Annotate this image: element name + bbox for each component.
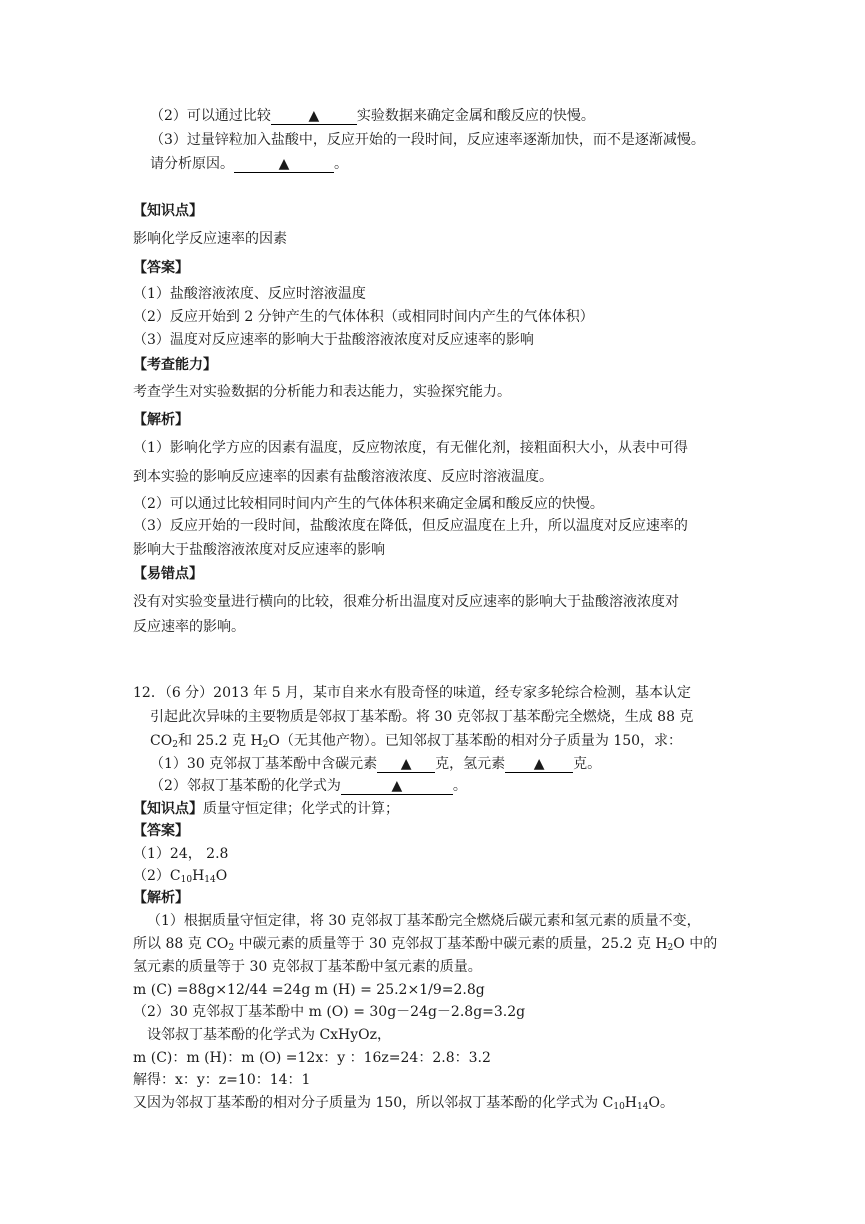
text: 和 25.2 克 H bbox=[177, 733, 263, 749]
heading-knowledge-point: 【知识点】 bbox=[133, 203, 203, 219]
answer-2: （2）反应开始到 2 分钟产生的气体体积（或相同时间内产生的气体体积） bbox=[133, 309, 594, 325]
analysis-2: （2）可以通过比较相同时间内产生的气体体积来确定金属和酸反应的快慢。 bbox=[133, 496, 604, 512]
text: CO bbox=[150, 733, 173, 749]
heading-analysis: 【解析】 bbox=[133, 412, 189, 428]
subscript: 2 bbox=[262, 740, 269, 750]
text: 又因为邻叔丁基苯酚的相对分子质量为 150，所以邻叔丁基苯酚的化学式为 C bbox=[133, 1095, 614, 1111]
text: （2）C bbox=[133, 868, 181, 884]
answer-blank: ▲ bbox=[234, 156, 334, 173]
question-12-stem: 12．（6 分）2013 年 5 月，某市自来水有股奇怪的味道，经专家多轮综合检测，基本认定 bbox=[133, 685, 692, 701]
heading-ability: 【考查能力】 bbox=[133, 357, 217, 373]
analysis-12-4: m (C) =88g×12/44 =24g m (H) = 25.2×1/9=2.8g bbox=[133, 982, 485, 998]
question-12-stem-cont: 引起此次异味的主要物质是邻叔丁基苯酚。将 30 克邻叔丁基苯酚完全燃烧，生成 88 克 bbox=[150, 709, 694, 725]
answer-blank: ▲ bbox=[505, 756, 573, 773]
subscript: 10 bbox=[180, 875, 193, 885]
analysis-12-5: （2）30 克邻叔丁基苯酚中 m (O) = 30g－24g－2.8g=3.2g bbox=[133, 1004, 526, 1020]
analysis-12-3: 氢元素的质量等于 30 克邻叔丁基苯酚中氢元素的质量。 bbox=[133, 959, 482, 975]
analysis-12-7: m (C)：m (H)：m (O) =12x：y ：16z=24：2.8：3.2 bbox=[133, 1050, 491, 1066]
answer-blank: ▲ bbox=[271, 108, 357, 125]
text: 实验数据来确定金属和酸反应的快慢。 bbox=[356, 108, 595, 124]
analysis-3: （3）反应开始的一段时间，盐酸浓度在降低，但反应温度在上升，所以温度对反应速率的 bbox=[133, 518, 688, 534]
analysis-12-9 bbox=[133, 1093, 674, 1113]
text: 。 bbox=[452, 778, 467, 794]
subscript: 14 bbox=[637, 1102, 649, 1112]
analysis-12-1: （1）根据质量守恒定律，将 30 克邻叔丁基苯酚完全燃烧后碳元素和氢元素的质量不变， bbox=[147, 913, 701, 929]
text: 克。 bbox=[573, 756, 602, 772]
question-12-part-2 bbox=[150, 776, 467, 796]
analysis-12-6: 设邻叔丁基苯酚的化学式为 CxHyOz， bbox=[147, 1027, 392, 1043]
mistake-text: 没有对实验变量进行横向的比较，很难分析出温度对反应速率的影响大于盐酸溶液浓度对 bbox=[133, 594, 679, 610]
text: （2）可以通过比较 bbox=[150, 108, 271, 124]
subscript: 2 bbox=[228, 943, 235, 953]
analysis-1: （1）影响化学方应的因素有温度，反应物浓度，有无催化剂，接粗面积大小，从表中可得 bbox=[133, 440, 688, 456]
ability-text: 考查学生对实验数据的分析能力和表达能力，实验探究能力。 bbox=[133, 384, 511, 400]
answer-12-2 bbox=[133, 866, 227, 886]
text: 克，氢元素 bbox=[435, 756, 506, 772]
text: 请分析原因。 bbox=[150, 156, 234, 172]
answer-1: （1）盐酸溶液浓度、反应时溶液温度 bbox=[133, 286, 366, 302]
subscript: 10 bbox=[613, 1102, 625, 1112]
analysis-1-cont: 到本实验的影响反应速率的因素有盐酸溶液浓度、反应时溶液温度。 bbox=[133, 469, 553, 485]
answer-blank: ▲ bbox=[341, 778, 453, 795]
heading-common-mistake: 【易错点】 bbox=[133, 566, 203, 582]
text: O。 bbox=[648, 1095, 674, 1111]
question-11-part-3: （3）过量锌粒加入盐酸中，反应开始的一段时间，反应速率逐渐加快，而不是逐渐减慢。 bbox=[150, 132, 705, 148]
answer-blank: ▲ bbox=[377, 756, 435, 773]
heading-answer: 【答案】 bbox=[133, 823, 189, 839]
knowledge-point-text: 影响化学反应速率的因素 bbox=[133, 231, 287, 247]
knowledge-point-12 bbox=[133, 799, 399, 819]
mistake-text-cont: 反应速率的影响。 bbox=[133, 619, 245, 635]
text: H bbox=[192, 868, 205, 884]
text: （2）邻叔丁基苯酚的化学式为 bbox=[150, 778, 341, 794]
heading-knowledge-point: 【知识点】 bbox=[133, 801, 203, 817]
heading-analysis: 【解析】 bbox=[133, 890, 189, 906]
question-12-stem-cont-2 bbox=[150, 731, 682, 751]
answer-3: （3）温度对反应速率的影响大于盐酸溶液浓度对反应速率的影响 bbox=[133, 332, 534, 348]
text: O（无其他产物）。已知邻叔丁基苯酚的相对分子质量为 150，求： bbox=[268, 733, 683, 749]
question-11-part-2 bbox=[150, 106, 595, 126]
subscript: 2 bbox=[667, 943, 674, 953]
text: O bbox=[215, 868, 228, 884]
analysis-3-cont: 影响大于盐酸溶液浓度对反应速率的影响 bbox=[133, 542, 385, 558]
question-11-part-3-cont bbox=[150, 154, 348, 174]
subscript: 2 bbox=[172, 740, 178, 750]
text: 所以 88 克 CO bbox=[133, 936, 229, 952]
text: O 中的 bbox=[673, 936, 718, 952]
analysis-12-8: 解得：x：y：z=10：14：1 bbox=[133, 1072, 311, 1088]
text: 中碳元素的质量等于 30 克邻叔丁基苯酚中碳元素的质量，25.2 克 H bbox=[234, 936, 668, 952]
answer-12-1: （1）24， 2.8 bbox=[133, 846, 229, 862]
text: H bbox=[624, 1095, 638, 1111]
heading-answer: 【答案】 bbox=[133, 260, 189, 276]
text: （1）30 克邻叔丁基苯酚中含碳元素 bbox=[150, 756, 378, 772]
analysis-12-2 bbox=[133, 934, 717, 954]
text: 。 bbox=[334, 156, 348, 172]
question-12-part-1 bbox=[150, 754, 601, 774]
subscript: 14 bbox=[204, 875, 216, 885]
knowledge-point-text: 质量守恒定律；化学式的计算； bbox=[203, 801, 399, 817]
